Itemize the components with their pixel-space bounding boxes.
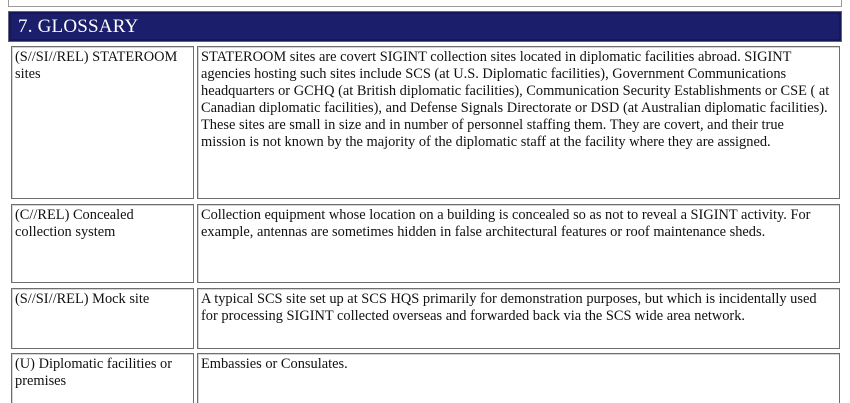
- glossary-term-concealed-collection-system: (C//REL) Concealed collection system: [11, 204, 194, 283]
- glossary-definition-mock-site: A typical SCS site set up at SCS HQS primarily for demonstration purposes, but which is incidentally used for processing SIGINT collected overseas and forwarded back via the SCS wide area network.: [197, 288, 840, 349]
- glossary-page: [8, 0, 842, 403]
- section-title: 7. GLOSSARY: [18, 16, 139, 37]
- glossary-term-stateroom-sites: (S//SI//REL) STATEROOM sites: [11, 46, 194, 199]
- glossary-definition-concealed-collection-system: Collection equipment whose location on a building is concealed so as not to reveal a SIGINT activity. For example, antennas are sometimes hidden in false architectural features or roof maintenance sheds.: [197, 204, 840, 283]
- glossary-term-mock-site: (S//SI//REL) Mock site: [11, 288, 194, 349]
- previous-table-bottom-border: [8, 0, 842, 7]
- glossary-definition-stateroom-sites: STATEROOM sites are covert SIGINT collection sites located in diplomatic facilities abroad. SIGINT agencies hosting such sites include SCS (at U.S. Diplomatic facilities), Government Communications headquarters or GCHQ (at British diplomatic facilities), Communication Security Establishments or CSE ( at Canadian diplomatic facilities), and Defense Signals Directorate or DSD (at Australian diplomatic facilities). These sites are small in size and in number of personnel staffing them. They are covert, and their true mission is not known by the majority of the diplomatic staff at the facility where they are assigned.: [197, 46, 840, 199]
- glossary-term-diplomatic-facilities: (U) Diplomatic facilities or premises: [11, 353, 194, 403]
- glossary-definition-diplomatic-facilities: Embassies or Consulates.: [197, 353, 840, 403]
- section-header-bar: [8, 11, 842, 42]
